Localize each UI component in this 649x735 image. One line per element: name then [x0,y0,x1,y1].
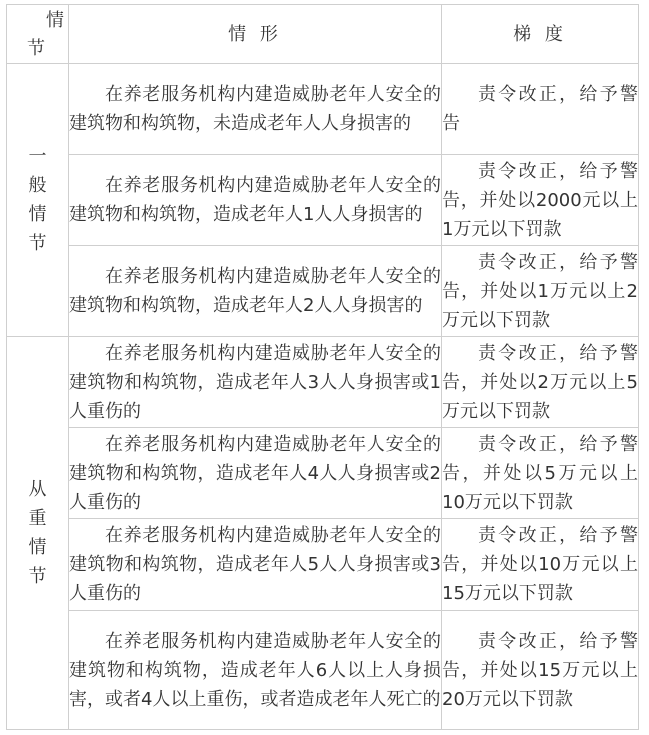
penalty-table [6,4,639,730]
situation-cell: 在养老服务机构内建造威胁老年人安全的建筑物和构筑物，造成老年人2人人身损害的 [69,246,442,337]
penalty-cell: 责令改正，给予警告，并处以5万元以上10万元以下罚款 [442,428,639,519]
table-row [7,611,639,730]
table-row [7,337,639,428]
penalty-cell: 责令改正，给予警告，并处以2000元以上1万元以下罚款 [442,155,639,246]
header-gradient: 梯 度 [442,5,639,64]
header-situation: 情 形 [69,5,442,64]
situation-cell: 在养老服务机构内建造威胁老年人安全的建筑物和构筑物，造成老年人6人以上人身损害，或者4人以上重伤，或者造成老年人死亡的 [69,611,442,730]
penalty-cell: 责令改正，给予警告，并处以10万元以上15万元以下罚款 [442,519,639,611]
situation-cell: 在养老服务机构内建造威胁老年人安全的建筑物和构筑物，造成老年人4人人身损害或2人重伤的 [69,428,442,519]
header-category-bottom: 节 [27,38,45,59]
penalty-cell: 责令改正，给予警告 [442,64,639,155]
penalty-cell: 责令改正，给予警告，并处以1万元以上2万元以下罚款 [442,246,639,337]
table-row [7,519,639,611]
penalty-cell: 责令改正，给予警告，并处以2万元以上5万元以下罚款 [442,337,639,428]
situation-cell: 在养老服务机构内建造威胁老年人安全的建筑物和构筑物，造成老年人3人人身损害或1人重伤的 [69,337,442,428]
group-label: 从重情节 [28,479,47,587]
table-row [7,428,639,519]
situation-cell: 在养老服务机构内建造威胁老年人安全的建筑物和构筑物，造成老年人1人人身损害的 [69,155,442,246]
table-row [7,246,639,337]
table-header-row [7,5,639,64]
table-row [7,64,639,155]
situation-cell: 在养老服务机构内建造威胁老年人安全的建筑物和构筑物，未造成老年人人身损害的 [69,64,442,155]
penalty-cell: 责令改正，给予警告，并处以15万元以上20万元以下罚款 [442,611,639,730]
header-category-top: 情 [46,10,64,31]
group-general-cell [7,64,69,337]
header-category-cell [7,5,69,64]
group-aggravated-cell [7,337,69,730]
group-label: 一般情节 [28,146,47,254]
situation-cell: 在养老服务机构内建造威胁老年人安全的建筑物和构筑物，造成老年人5人人身损害或3人重伤的 [69,519,442,611]
table-row [7,155,639,246]
